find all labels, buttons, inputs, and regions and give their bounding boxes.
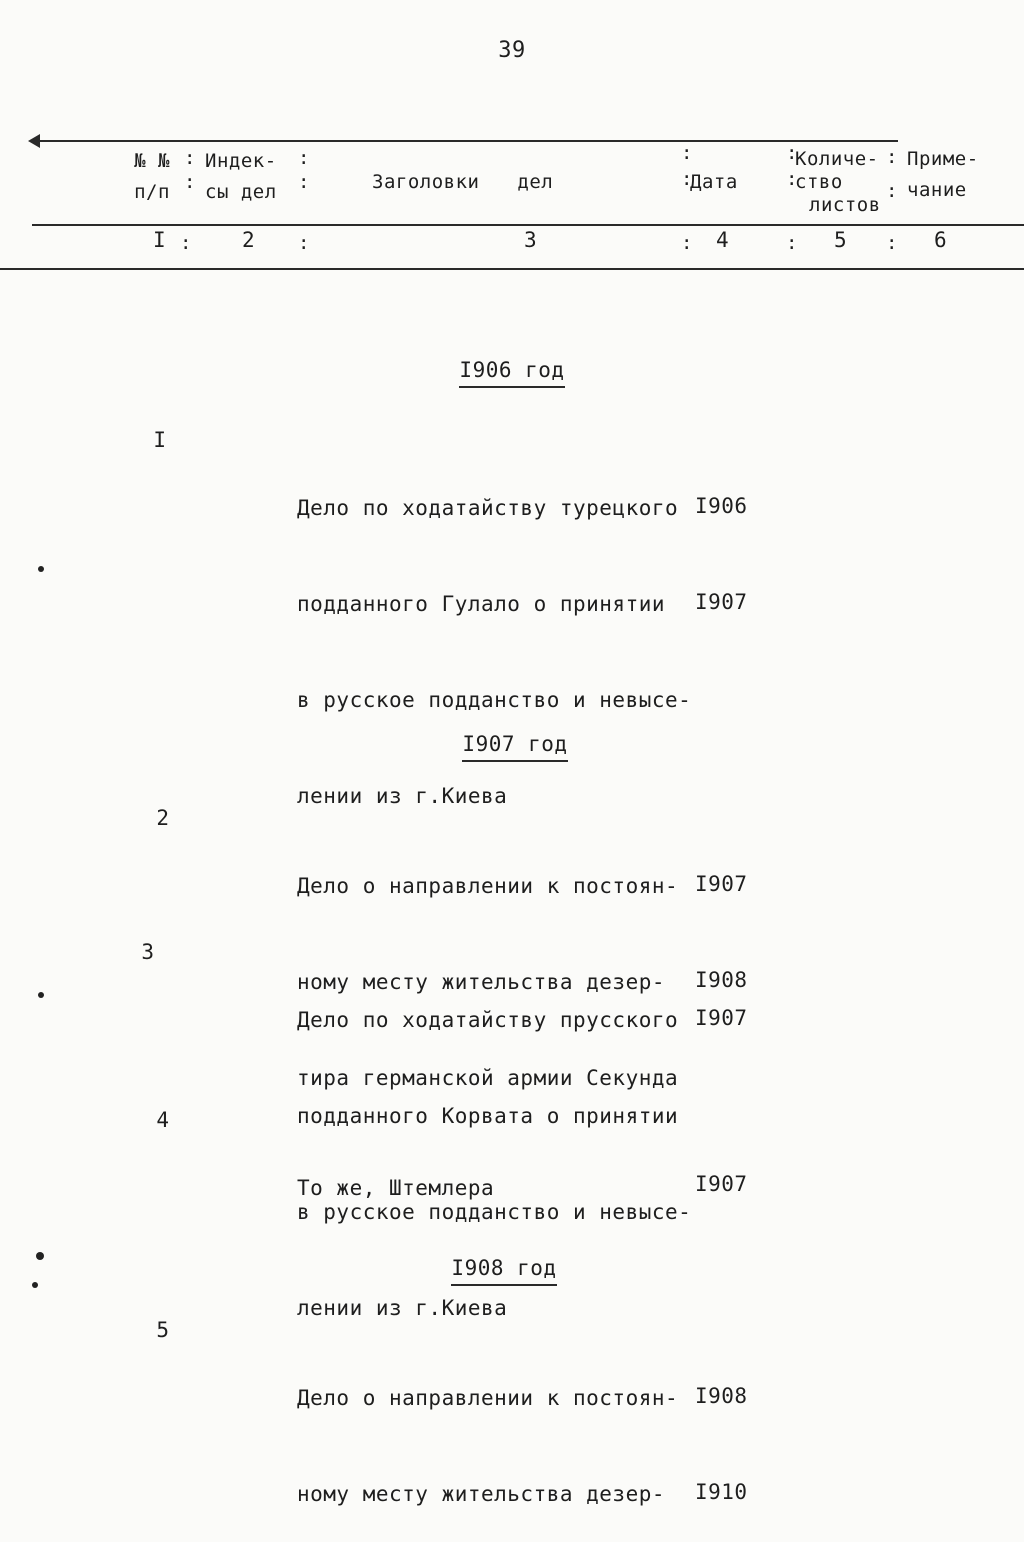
entry-title-line: Дело по ходатайству прусского — [297, 1008, 679, 1032]
header-top-rule-arrow — [28, 134, 40, 148]
entry-number: 5 — [156, 1318, 170, 1342]
entry-date: I907 — [695, 1172, 748, 1196]
entry-title — [297, 1318, 697, 1542]
entry-title — [297, 1108, 697, 1236]
entry-date: I906 — [695, 494, 748, 518]
header-col-notes-line2: чание — [907, 179, 967, 201]
year-heading-text: I907 год — [462, 732, 567, 762]
number-row-separator: : — [681, 232, 693, 254]
header-col-index — [205, 150, 295, 204]
entry-date: I910 — [695, 1480, 748, 1504]
entry-date: I907 — [695, 1006, 748, 1030]
header-col-sheets-line3: листов — [809, 194, 881, 216]
scan-speck — [38, 566, 44, 572]
entry-dates — [695, 426, 765, 650]
header-top-rule — [38, 140, 898, 142]
entry-title-line: подданного Корвата о принятии — [297, 1104, 679, 1128]
header-col-sheets-line2: ство — [795, 171, 843, 193]
entry-title-line: в русское подданство и невысе- — [297, 1200, 692, 1224]
number-row-separator: : — [298, 232, 310, 254]
scan-speck — [38, 992, 44, 998]
header-col-number-line2: п/п — [134, 181, 170, 203]
page-number: 39 — [498, 38, 526, 63]
header-col-index-line1: Индек- — [205, 150, 277, 172]
entry-title-line: ному месту жительства дезер- — [297, 1482, 666, 1506]
entry-date: I908 — [695, 1384, 748, 1408]
column-number-3: 3 — [524, 228, 538, 252]
entry-title-line: То же, Штемлера — [297, 1176, 495, 1200]
header-col-date: Дата — [690, 171, 738, 193]
entry-date: I908 — [695, 968, 748, 992]
column-number-1: I — [153, 228, 167, 252]
entry-dates — [695, 1104, 765, 1232]
column-number-5: 5 — [834, 228, 848, 252]
entry-date: I907 — [695, 872, 748, 896]
header-col-titles: Заголовки дел — [372, 171, 554, 193]
header-separator: : : — [886, 146, 898, 202]
entry-number: I — [153, 428, 167, 452]
header-col-index-line2: сы дел — [205, 181, 277, 203]
scan-speck — [32, 1282, 38, 1288]
column-number-4: 4 — [716, 228, 730, 252]
header-col-sheets-line1: Количе- — [795, 148, 879, 170]
header-col-notes — [907, 148, 1007, 202]
entry-date: I907 — [695, 590, 748, 614]
entry-dates — [695, 1316, 765, 1540]
entry-title-line: Дело о направлении к постоян- — [297, 1386, 679, 1410]
entry-title-line: тира германской армии Секунда — [297, 1066, 679, 1090]
scan-speck — [36, 1252, 44, 1260]
entry-title-line: лении из г.Киева — [297, 1296, 508, 1320]
entry-title-line: Дело о направлении к постоян- — [297, 874, 679, 898]
number-row-separator: : — [180, 232, 192, 254]
header-col-number — [122, 150, 182, 204]
header-separator: : : — [681, 142, 693, 190]
entry-dates — [695, 938, 765, 1066]
entry-number: 4 — [156, 1108, 170, 1132]
entry-number: 2 — [156, 806, 170, 830]
number-row-separator: : — [886, 232, 898, 254]
year-heading-text: I908 год — [451, 1256, 556, 1286]
header-separator: : : — [298, 147, 310, 193]
column-number-2: 2 — [242, 228, 256, 252]
entry-title-line: в русское подданство и невысе- — [297, 688, 692, 712]
entry-number: 3 — [141, 940, 155, 964]
entry-title-line: подданного Гулало о принятии — [297, 592, 666, 616]
header-col-number-line1: № № — [134, 150, 170, 172]
header-col-notes-line1: Приме- — [907, 148, 979, 170]
year-heading — [412, 358, 612, 382]
header-bottom-rule — [0, 268, 1024, 270]
header-separator: : : — [786, 142, 798, 190]
entry-title-line: ному месту жительства дезер- — [297, 970, 666, 994]
number-row-separator: : — [786, 232, 798, 254]
entry-title-line: Дело по ходатайству турецкого — [297, 496, 679, 520]
header-col-sheets — [795, 148, 895, 217]
year-heading-text: I906 год — [459, 358, 564, 388]
header-separator: : : — [184, 147, 196, 193]
entry-title — [297, 428, 697, 844]
entry-title-line: лении из г.Киева — [297, 784, 508, 808]
column-number-6: 6 — [934, 228, 948, 252]
header-mid-rule — [32, 224, 1024, 226]
year-heading — [415, 732, 615, 756]
year-heading — [404, 1256, 604, 1280]
